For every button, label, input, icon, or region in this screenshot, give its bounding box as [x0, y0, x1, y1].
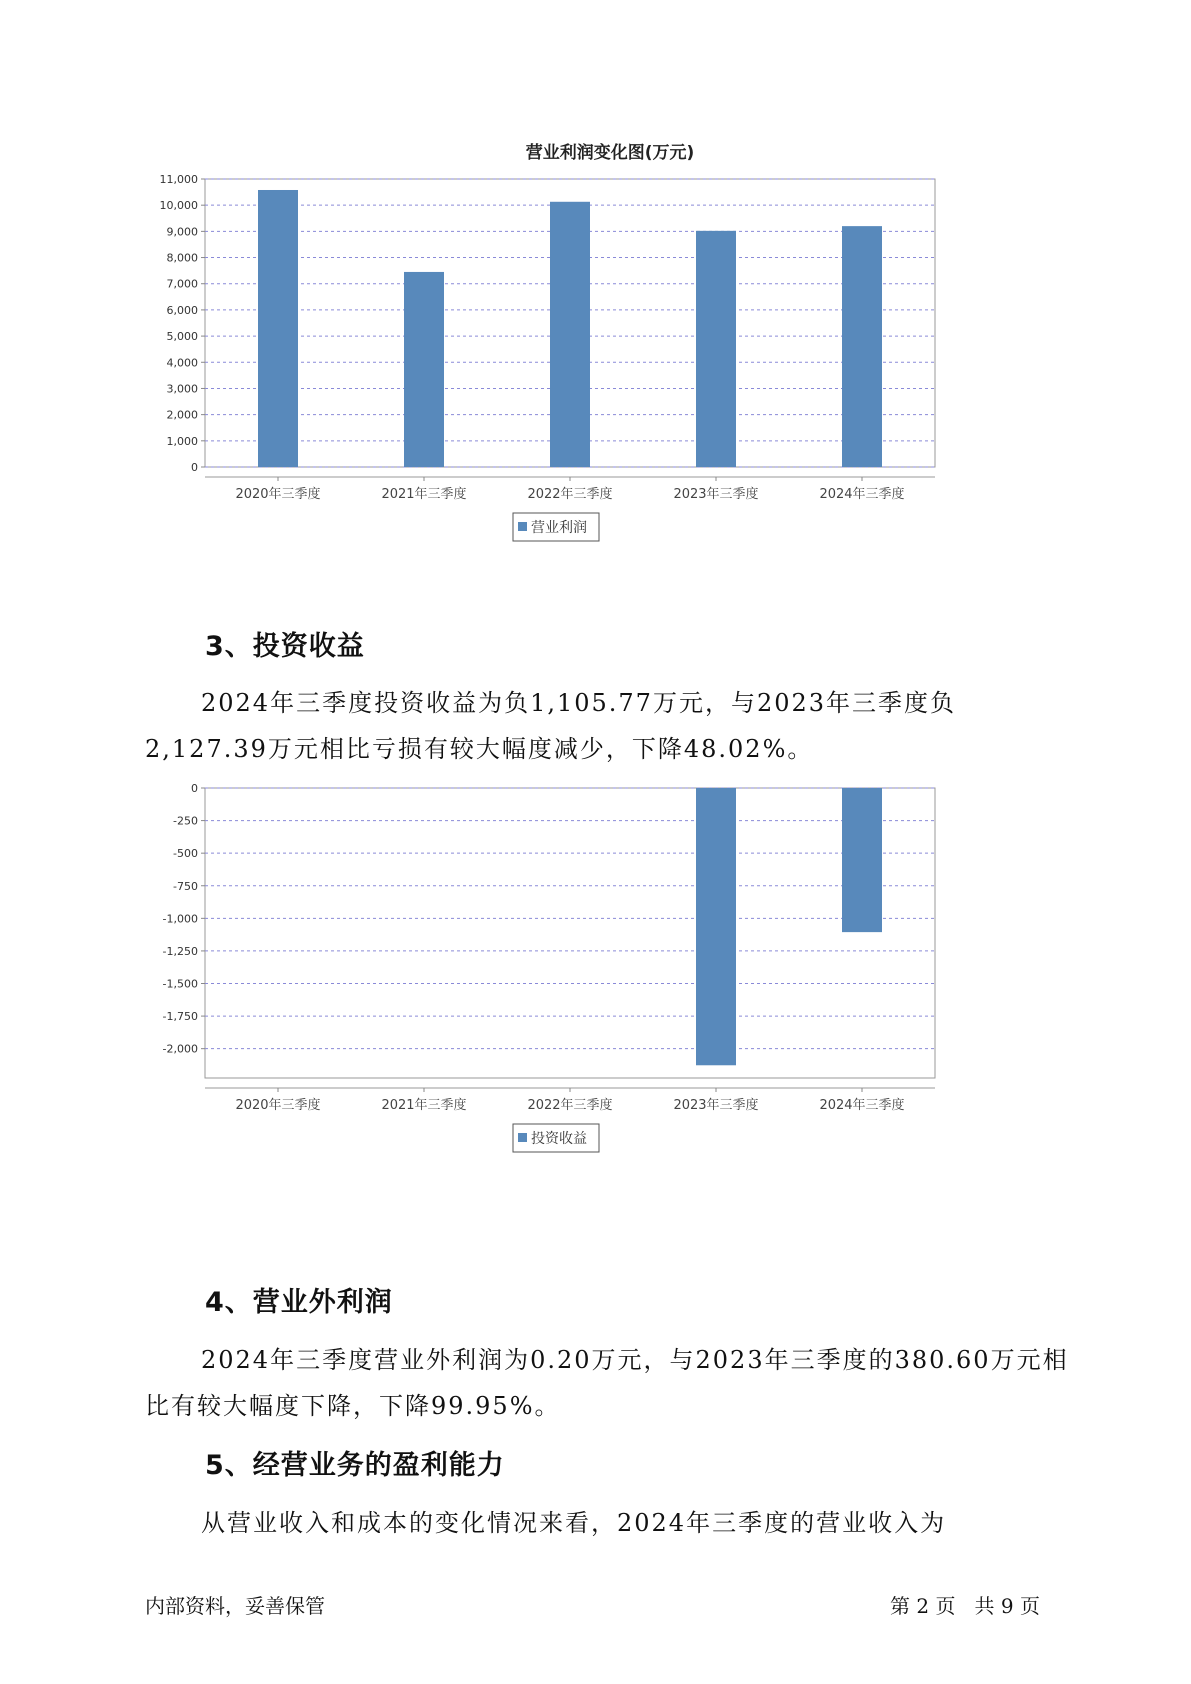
section-heading-non-operating-profit: 4、营业外利润 — [205, 1287, 393, 1318]
x-tick-label: 2023年三季度 — [673, 1098, 759, 1113]
y-tick-label: 1,000 — [166, 434, 198, 448]
y-tick-label: 11,000 — [159, 173, 198, 186]
bar — [404, 272, 444, 467]
y-tick-label: -750 — [173, 879, 198, 893]
bar — [696, 788, 736, 1065]
y-tick-label: 9,000 — [166, 225, 198, 239]
y-tick-label: 2,000 — [166, 408, 198, 422]
y-tick-label: 4,000 — [166, 356, 198, 370]
x-tick-label: 2020年三季度 — [235, 487, 321, 502]
x-tick-label: 2022年三季度 — [527, 1098, 613, 1113]
plot-area — [205, 788, 935, 1078]
non-operating-profit-paragraph: 2024年三季度营业外利润为0.20万元，与2023年三季度的380.60万元相比有较大幅度下降，下降99.95%。 — [145, 1346, 1069, 1420]
legend-swatch — [518, 1133, 527, 1142]
x-tick-label: 2024年三季度 — [819, 487, 905, 502]
x-tick-label: 2021年三季度 — [381, 487, 467, 502]
legend-label: 投资收益 — [531, 1131, 587, 1147]
y-tick-label: -1,000 — [162, 912, 198, 926]
y-tick-label: 5,000 — [166, 330, 198, 344]
investment-income-paragraph: 2024年三季度投资收益为负1,105.77万元，与2023年三季度负2,127.39万元相比亏损有较大幅度减少，下降48.02%。 — [145, 689, 957, 763]
investment-income-chart — [160, 782, 1060, 1230]
x-tick-label: 2024年三季度 — [819, 1098, 905, 1113]
chart-title: 营业利润变化图(万元) — [525, 143, 695, 163]
y-tick-label: 3,000 — [166, 382, 198, 396]
legend-swatch — [518, 522, 527, 531]
bar — [696, 231, 736, 467]
section-heading-business-profitability: 5、经营业务的盈利能力 — [205, 1450, 505, 1481]
x-tick-label: 2020年三季度 — [235, 1098, 321, 1113]
bar — [842, 788, 882, 932]
operating-profit-chart — [160, 130, 1060, 560]
y-tick-label: -2,000 — [162, 1042, 198, 1056]
y-tick-label: 6,000 — [166, 303, 198, 317]
y-tick-label: 8,000 — [166, 251, 198, 265]
y-tick-label: -250 — [173, 814, 198, 828]
x-tick-label: 2023年三季度 — [673, 487, 759, 502]
y-tick-label: 0 — [191, 461, 198, 474]
business-profitability-paragraph: 从营业收入和成本的变化情况来看，2024年三季度的营业收入为 — [201, 1509, 947, 1537]
section-heading-investment-income: 3、投资收益 — [205, 631, 365, 662]
investment-income-chart-svg — [160, 782, 1060, 1230]
y-tick-label: -500 — [173, 847, 198, 861]
x-tick-label: 2022年三季度 — [527, 487, 613, 502]
footer-left: 内部资料，妥善保管 — [145, 1594, 325, 1618]
bar — [842, 226, 882, 467]
y-tick-label: 0 — [191, 782, 198, 795]
y-tick-label: 7,000 — [166, 277, 198, 291]
x-tick-label: 2021年三季度 — [381, 1098, 467, 1113]
y-tick-label: -1,250 — [162, 944, 198, 958]
y-tick-label: 10,000 — [159, 199, 198, 213]
y-tick-label: -1,500 — [162, 977, 198, 991]
bar — [258, 190, 298, 467]
bar — [550, 202, 590, 467]
operating-profit-chart-svg — [160, 130, 1060, 560]
legend-label: 营业利润 — [531, 520, 587, 536]
y-tick-label: -1,750 — [162, 1010, 198, 1024]
footer-page-number: 第 2 页 共 9 页 — [890, 1594, 1040, 1618]
